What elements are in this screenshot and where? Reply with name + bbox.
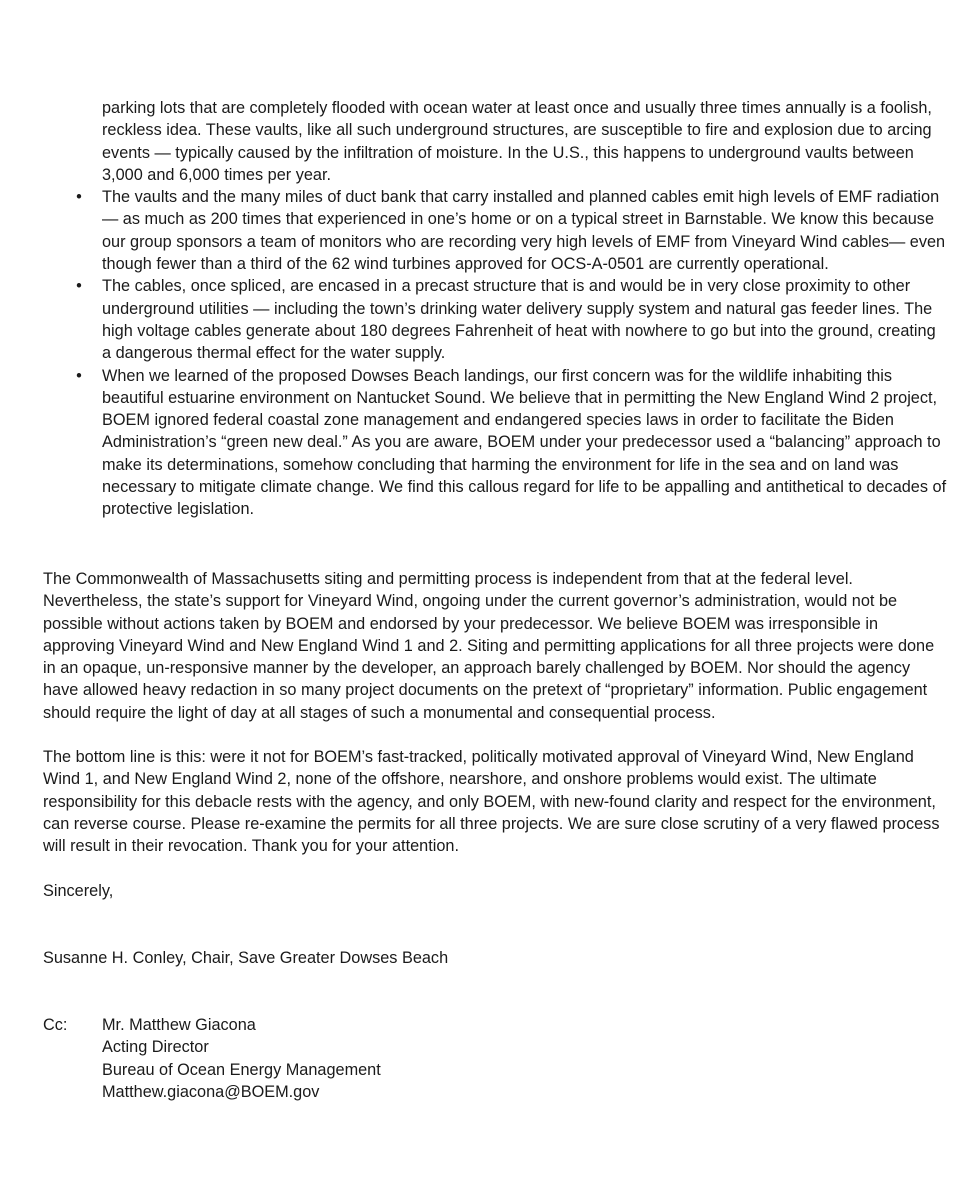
bullet-marker: • bbox=[76, 366, 82, 385]
bullet-text: parking lots that are completely flooded with ocean water at least once and usually three times annually is a foolish, reckless idea. These vaults, like all such underground structures, are susceptible to fire and explosion due to arcing events — typically caused by the infiltration of moisture. In the U.S., this happens to underground vaults between 3,000 and 6,000 times per year. bbox=[102, 99, 932, 184]
bullet-item bbox=[0, 186, 947, 275]
bullet-marker: • bbox=[76, 277, 82, 296]
signature-line: Susanne H. Conley, Chair, Save Greater Dowses Beach bbox=[43, 949, 449, 967]
bottom-line-paragraph: The bottom line is this: were it not for BOEM’s fast-tracked, politically motivated approval of Vineyard Wind, New England Wind 1, and New England Wind 2, none of the offshore, nearshore, and onshore problems would exist. The ultimate responsibility for this debacle rests with the agency, and only BOEM, with new-found clarity and respect for the environment, can reverse course. Please re-examine the permits for all three projects. We are sure close scrutiny of a very flawed process will result in their revocation. Thank you for your attention. bbox=[43, 748, 940, 856]
bullet-marker: • bbox=[76, 188, 82, 207]
bullet-text: The cables, once spliced, are encased in a precast structure that is and would be in very close proximity to other underground utilities — including the town’s drinking water delivery supply system and natural gas feeder lines. The high voltage cables generate about 180 degrees Fahrenheit of heat with nowhere to go but into the ground, creating a dangerous thermal effect for the water supply. bbox=[102, 277, 936, 363]
commonwealth-paragraph: The Commonwealth of Massachusetts siting and permitting process is independent from that at the federal level. Nevertheless, the state’s support for Vineyard Wind, ongoing under the current governor’s administration, would not be possible without actions taken by BOEM and endorsed by your predecessor. We believe BOEM was irresponsible in approving Vineyard Wind and New England Wind 1 and 2. Siting and permitting applications for all three projects were done in an opaque, un-responsive manner by the developer, an approach barely challenged by BOEM. Nor should the agency have allowed heavy redaction in so many project documents on the pretext of “proprietary” information. Public engagement should require the light of day at all stages of such a monumental and consequential process. bbox=[43, 570, 935, 722]
cc-recipient-email: Matthew.giacona@BOEM.gov bbox=[102, 1082, 320, 1101]
bullet-item bbox=[0, 365, 947, 521]
cc-recipient-name: Mr. Matthew Giacona bbox=[102, 1016, 256, 1034]
cc-label: Cc: bbox=[43, 1016, 68, 1034]
cc-recipient-title: Acting Director bbox=[102, 1038, 209, 1057]
bullet-text: The vaults and the many miles of duct bank that carry installed and planned cables emit high levels of EMF radiation — as much as 200 times that experienced in one’s home or on a typical street in Barnstable. We know this because our group sponsors a team of monitors who are recording very high levels of EMF from Vineyard Wind cables— even though fewer than a third of the 62 wind turbines approved for OCS-A-0501 are currently operational. bbox=[102, 188, 946, 274]
cc-recipient bbox=[102, 1014, 702, 1103]
closing-salutation: Sincerely, bbox=[43, 882, 114, 900]
bullet-item bbox=[0, 97, 947, 186]
bullet-text: When we learned of the proposed Dowses Beach landings, our first concern was for the wildlife inhabiting this beautiful estuarine environment on Nantucket Sound. We believe that in permitting the New England Wind 2 project, BOEM ignored federal coastal zone management and endangered species laws in order to facilitate the Biden Administration’s “green new deal.” As you are aware, BOEM under your predecessor used a “balancing” approach to make its determinations, somehow concluding that harming the environment for life in the sea and on land was necessary to mitigate climate change. We find this callous regard for life to be appalling and antithetical to decades of protective legislation. bbox=[102, 366, 947, 519]
concerns-bullet-list bbox=[0, 97, 967, 521]
bullet-item bbox=[0, 275, 947, 364]
cc-recipient-agency: Bureau of Ocean Energy Management bbox=[102, 1060, 381, 1079]
